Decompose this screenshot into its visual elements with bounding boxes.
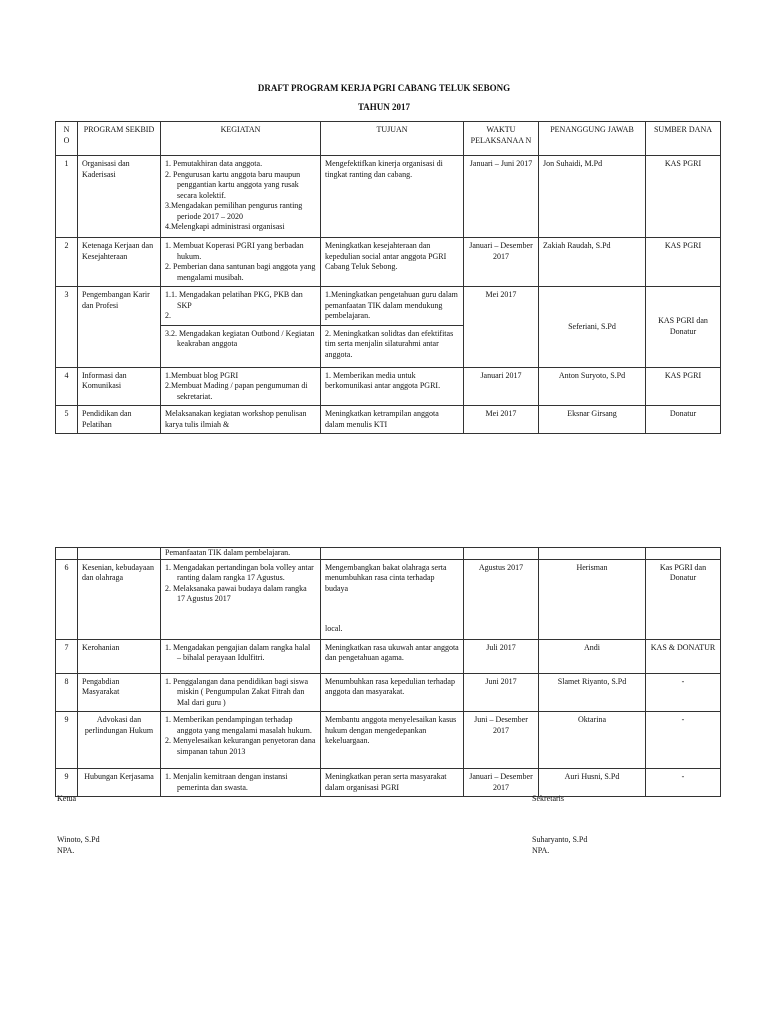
kegiatan-item: 3.2. Mengadakan kegiatan Outbond / Kegiatan keakraban anggota <box>165 328 315 348</box>
row-waktu: Mei 2017 <box>464 287 539 368</box>
row-pj: Zakiah Raudah, S.Pd <box>539 238 646 287</box>
row-dana: - <box>646 769 721 797</box>
row-tujuan: Meningkatkan ketrampilan anggota dalam menulis KTI <box>321 406 464 434</box>
kegiatan-item: 1. Pemutakhiran data anggota. <box>165 159 263 168</box>
row-tujuan: Meningkatkan kesejahteraan dan kepedulian social antar anggota PGRI Cabang Teluk Sebong. <box>321 238 464 287</box>
signature-left-name: Winoto, S.Pd <box>57 835 100 844</box>
row-no: 2 <box>56 238 78 287</box>
row-tujuan: 1. Memberikan media untuk berkomunikasi antar anggota PGRI. <box>321 367 464 406</box>
row-waktu: Januari – Juni 2017 <box>464 156 539 238</box>
row-tujuan: Membantu anggota menyelesaikan kasus hukum dengan mengedepankan kekeluargaan. <box>321 712 464 769</box>
row-pj: Auri Husni, S.Pd <box>539 769 646 797</box>
kegiatan-item: 1. Penggalangan dana pendidikan bagi siswa miskin ( Pengumpulan Zakat Fitrah dan Mal dari guru ) <box>165 676 309 707</box>
row-kegiatan <box>161 156 321 238</box>
row-program: Advokasi dan perlindungan Hukum <box>78 712 161 769</box>
row-pj: Jon Suhaidi, M.Pd <box>539 156 646 238</box>
signature-right-role: Sekretaris <box>532 794 564 803</box>
kegiatan-item: 1.Membuat blog PGRI <box>165 370 239 380</box>
header-no: N O <box>56 122 78 156</box>
row-dana: KAS PGRI <box>646 156 721 238</box>
row-pj: Herisman <box>539 559 646 639</box>
header-tujuan: TUJUAN <box>321 122 464 156</box>
row-dana: KAS PGRI dan Donatur <box>646 287 721 368</box>
row-kegiatan <box>161 238 321 287</box>
signature-right-npa: NPA. <box>532 846 550 855</box>
row-waktu: Juni – Desember 2017 <box>464 712 539 769</box>
kegiatan-item: 2. Melaksanaka pawai budaya dalam rangka 17 Agustus 2017 <box>165 583 307 603</box>
kegiatan-item: 2. <box>165 311 171 320</box>
signature-right-name: Suharyanto, S.Pd <box>532 835 588 844</box>
kegiatan-item: 1. Membuat Koperasi PGRI yang berbadan hukum. <box>165 241 304 261</box>
row-program: Hubungan Kerjasama <box>78 769 161 797</box>
kegiatan-item: 2. Menyelesaikan kekurangan penyetoran dana simpanan tahun 2013 <box>165 736 316 756</box>
row-no: 7 <box>56 639 78 673</box>
row-dana: KAS PGRI <box>646 367 721 406</box>
table-row <box>56 639 721 673</box>
kegiatan-item: 1. Memberikan pendampingan terhadap anggota yang mengalami masalah hukum. <box>165 715 312 735</box>
table-row <box>56 287 721 326</box>
row-program: Pengabdian Masyarakat <box>78 673 161 712</box>
row-no: 1 <box>56 156 78 238</box>
row-tujuan: 2. Meningkatkan solidtas dan efektifitas tim serta menjalin silaturahmi antar anggota. <box>321 325 464 367</box>
table-row <box>56 406 721 434</box>
row-tujuan: Menumbuhkan rasa kepedulian terhadap anggota dan masyarakat. <box>321 673 464 712</box>
table-header-row <box>56 122 721 156</box>
row-kegiatan <box>161 673 321 712</box>
row-dana: Kas PGRI dan Donatur <box>646 559 721 639</box>
row-program: Organisasi dan Kaderisasi <box>78 156 161 238</box>
row-pj: Seferiani, S.Pd <box>539 287 646 368</box>
header-sumber-dana: SUMBER DANA <box>646 122 721 156</box>
kegiatan-item: 4.Melengkapi administrasi organisasi <box>165 222 285 231</box>
table-row <box>56 712 721 769</box>
row-tujuan: Meningkatkan rasa ukuwah antar anggota dan pengetahuan agama. <box>321 639 464 673</box>
row-program: Pendidikan dan Pelatihan <box>78 406 161 434</box>
continuation-text: Pemanfaatan TIK dalam pembelajaran. <box>161 548 321 560</box>
kegiatan-item: 3.Mengadakan pemilihan pengurus ranting periode 2017 – 2020 <box>165 201 303 221</box>
kegiatan-item: 2. Pengurusan kartu anggota baru maupun penggantian kartu anggota yang rusak secara kolektif. <box>165 169 301 200</box>
row-tujuan: Mengefektifkan kinerja organisasi di tingkat ranting dan cabang. <box>321 156 464 238</box>
row-no: 9 <box>56 769 78 797</box>
tujuan-extra-text: local. <box>325 624 343 633</box>
row-program: Kesenian, kebudayaan dan olahraga <box>78 559 161 639</box>
document-title: DRAFT PROGRAM KERJA PGRI CABANG TELUK SEBONG <box>257 83 511 93</box>
table-row <box>56 769 721 797</box>
row-pj: Anton Suryoto, S.Pd <box>539 367 646 406</box>
row-waktu: Januari 2017 <box>464 367 539 406</box>
row-waktu: Januari – Desember 2017 <box>464 238 539 287</box>
tujuan-text: Mengembangkan bakat olahraga serta menumbuhkan rasa cinta terhadap budaya <box>325 562 447 593</box>
row-no: 5 <box>56 406 78 434</box>
table-continuation-row <box>56 548 721 560</box>
header-waktu: WAKTU PELAKSANAA N <box>464 122 539 156</box>
signature-left-npa: NPA. <box>57 846 75 855</box>
row-kegiatan <box>161 639 321 673</box>
program-table-page-1 <box>55 121 721 434</box>
row-program: Informasi dan Komunikasi <box>78 367 161 406</box>
row-kegiatan <box>161 559 321 639</box>
row-dana: - <box>646 673 721 712</box>
row-pj: Andi <box>539 639 646 673</box>
row-dana: - <box>646 712 721 769</box>
table-row <box>56 156 721 238</box>
row-no: 6 <box>56 559 78 639</box>
table-row <box>56 673 721 712</box>
kegiatan-item: 2.Membuat Mading / papan pengumuman di sekretariat. <box>165 381 308 401</box>
row-tujuan: Meningkatkan peran serta masyarakat dalam organisasi PGRI <box>321 769 464 797</box>
row-dana: Donatur <box>646 406 721 434</box>
row-dana: KAS & DONATUR <box>646 639 721 673</box>
signature-left-role: Ketua <box>57 794 77 803</box>
kegiatan-item: 1.1. Mengadakan pelatihan PKG, PKB dan SKP <box>165 290 303 310</box>
kegiatan-item: 1. Menjalin kemitraan dengan instansi pemerinta dan swasta. <box>165 772 288 792</box>
row-waktu: Juli 2017 <box>464 639 539 673</box>
row-program: Pengembangan Karir dan Profesi <box>78 287 161 368</box>
row-pj: Slamet Riyanto, S.Pd <box>539 673 646 712</box>
header-kegiatan: KEGIATAN <box>161 122 321 156</box>
header-program: PROGRAM SEKBID <box>78 122 161 156</box>
row-program: Ketenaga Kerjaan dan Kesejahteraan <box>78 238 161 287</box>
kegiatan-item: 1. Mengadakan pertandingan bola volley antar ranting dalam rangka 17 Agustus. <box>165 562 314 582</box>
table-row <box>56 367 721 406</box>
row-no: 4 <box>56 367 78 406</box>
row-waktu: Mei 2017 <box>464 406 539 434</box>
row-pj: Eksnar Girsang <box>539 406 646 434</box>
row-waktu: Agustus 2017 <box>464 559 539 639</box>
row-dana: KAS PGRI <box>646 238 721 287</box>
kegiatan-item: 1. Mengadakan pengajian dalam rangka halal – bihalal perayaan Idulfitri. <box>165 642 311 662</box>
row-kegiatan <box>161 367 321 406</box>
row-tujuan <box>321 559 464 639</box>
row-kegiatan <box>161 287 321 326</box>
row-kegiatan <box>161 325 321 367</box>
row-tujuan: 1.Meningkatkan pengetahuan guru dalam pemanfaatan TIK dalam mendukung pembelajaran. <box>321 287 464 326</box>
row-program: Kerohanian <box>78 639 161 673</box>
row-kegiatan: Melaksanakan kegiatan workshop penulisan karya tulis ilmiah & <box>161 406 321 434</box>
header-penanggung-jawab: PENANGGUNG JAWAB <box>539 122 646 156</box>
row-waktu: Januari – Desember 2017 <box>464 769 539 797</box>
row-no: 3 <box>56 287 78 368</box>
row-no: 9 <box>56 712 78 769</box>
row-kegiatan <box>161 712 321 769</box>
document-subtitle: TAHUN 2017 <box>357 102 411 112</box>
row-pj: Oktarina <box>539 712 646 769</box>
row-kegiatan <box>161 769 321 797</box>
table-row <box>56 238 721 287</box>
program-table-page-2 <box>55 547 721 797</box>
table-row <box>56 559 721 639</box>
kegiatan-item: 2. Pemberian dana santunan bagi anggota yang mengalami musibah. <box>165 262 316 282</box>
row-waktu: Juni 2017 <box>464 673 539 712</box>
row-no: 8 <box>56 673 78 712</box>
